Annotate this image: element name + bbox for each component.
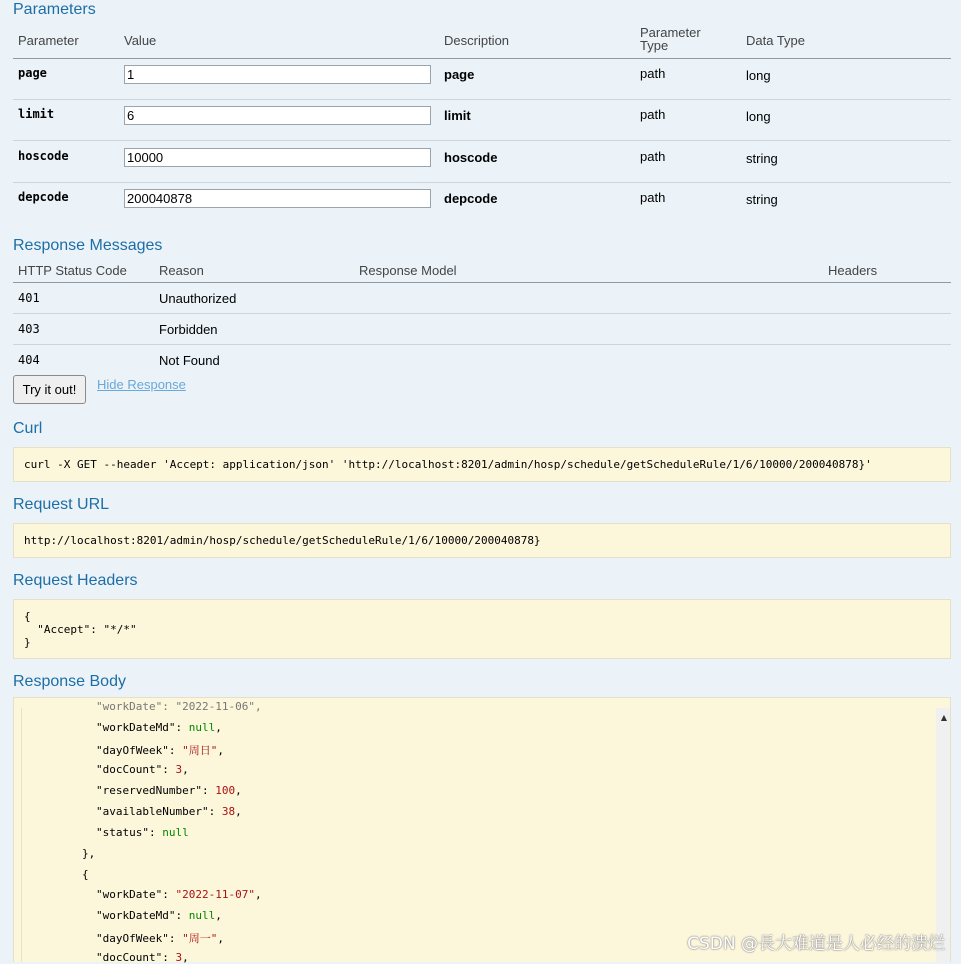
header-description: Description (444, 33, 510, 48)
json-line: "workDateMd": null, (96, 721, 222, 734)
param-datatype-depcode: string (746, 192, 778, 207)
reason-401: Unauthorized (159, 291, 237, 306)
divider (13, 182, 951, 183)
request-headers-box (13, 599, 951, 659)
param-name-hoscode: hoscode (18, 149, 69, 163)
param-input-page[interactable] (124, 65, 431, 84)
header-parameter: Parameter (18, 33, 79, 48)
param-name-page: page (18, 66, 47, 80)
response-messages-title: Response Messages (13, 237, 163, 254)
divider (13, 140, 951, 141)
param-name-depcode: depcode (18, 190, 69, 204)
header-value: Value (124, 33, 157, 48)
status-code-404: 404 (18, 353, 40, 367)
request-headers-line1: { (24, 610, 31, 623)
status-code-401: 401 (18, 291, 40, 305)
param-desc-limit: limit (444, 108, 471, 123)
param-name-limit: limit (18, 107, 55, 121)
header-reason: Reason (159, 263, 204, 278)
request-url-title: Request URL (13, 496, 110, 513)
header-headers: Headers (828, 263, 878, 278)
divider (13, 313, 951, 314)
header-http-status: HTTP Status Code (18, 263, 127, 278)
request-url: http://localhost:8201/admin/hosp/schedule/getScheduleRule/1/6/10000/200040878} (24, 534, 541, 547)
watermark: CSDN @長大难道是人必经的溃烂 (687, 934, 945, 954)
header-data-type: Data Type (746, 33, 806, 48)
divider (13, 99, 951, 100)
header-parameter-type (640, 26, 701, 52)
param-type-limit: path (640, 107, 666, 122)
parameters-title: Parameters (13, 1, 96, 18)
scrollbar[interactable] (936, 708, 950, 962)
param-type-hoscode: path (640, 149, 666, 164)
status-code-403: 403 (18, 322, 40, 336)
json-line: "availableNumber": 38, (96, 805, 242, 818)
header-parameter-type-line1: Parameter (640, 25, 701, 40)
request-headers-line2: "Accept": "*/*" (24, 623, 137, 636)
json-line: }, (82, 847, 96, 860)
json-line: "dayOfWeek": "周一", (96, 932, 224, 945)
hide-response-link[interactable]: Hide Response (97, 377, 186, 392)
divider (13, 282, 951, 283)
param-desc-depcode: depcode (444, 191, 498, 206)
curl-command: curl -X GET --header 'Accept: application/json' 'http://localhost:8201/admin/hosp/schedule/getScheduleRule/1/6/10000/200040878}' (24, 458, 872, 471)
json-line: "workDate": "2022-11-07", (96, 888, 262, 901)
reason-403: Forbidden (159, 322, 218, 337)
param-type-page: path (640, 66, 666, 81)
param-desc-page: page (444, 67, 475, 82)
divider (13, 58, 951, 59)
param-datatype-limit: long (746, 109, 771, 124)
header-response-model: Response Model (359, 263, 457, 278)
response-body-box (13, 697, 951, 962)
request-url-box (13, 523, 951, 558)
param-type-depcode: path (640, 190, 666, 205)
curl-box (13, 447, 951, 482)
response-body-title: Response Body (13, 673, 126, 690)
json-line: "dayOfWeek": "周日", (96, 744, 224, 757)
json-line: "reservedNumber": 100, (96, 784, 242, 797)
request-headers-title: Request Headers (13, 572, 138, 589)
param-input-depcode[interactable] (124, 189, 431, 208)
json-line: { (82, 868, 89, 881)
json-line: "docCount": 3, (96, 763, 189, 776)
header-parameter-type-line2: Type (640, 38, 669, 53)
json-cut-line: "workDate": "2022-11-06", (96, 700, 262, 713)
param-datatype-page: long (746, 68, 771, 83)
request-headers-line3: } (24, 636, 31, 649)
json-line: "docCount": 3, (96, 951, 189, 964)
try-it-out-button[interactable]: Try it out! (13, 375, 86, 404)
divider (13, 344, 951, 345)
param-input-limit[interactable] (124, 106, 431, 125)
json-line: "workDateMd": null, (96, 909, 222, 922)
param-datatype-hoscode: string (746, 151, 778, 166)
response-body-content[interactable] (21, 700, 936, 964)
reason-404: Not Found (159, 353, 220, 368)
curl-title: Curl (13, 420, 43, 437)
param-desc-hoscode: hoscode (444, 150, 498, 165)
scroll-up-arrow-icon[interactable]: ▲ (940, 713, 947, 722)
json-line: "status": null (96, 826, 189, 839)
param-input-hoscode[interactable] (124, 148, 431, 167)
